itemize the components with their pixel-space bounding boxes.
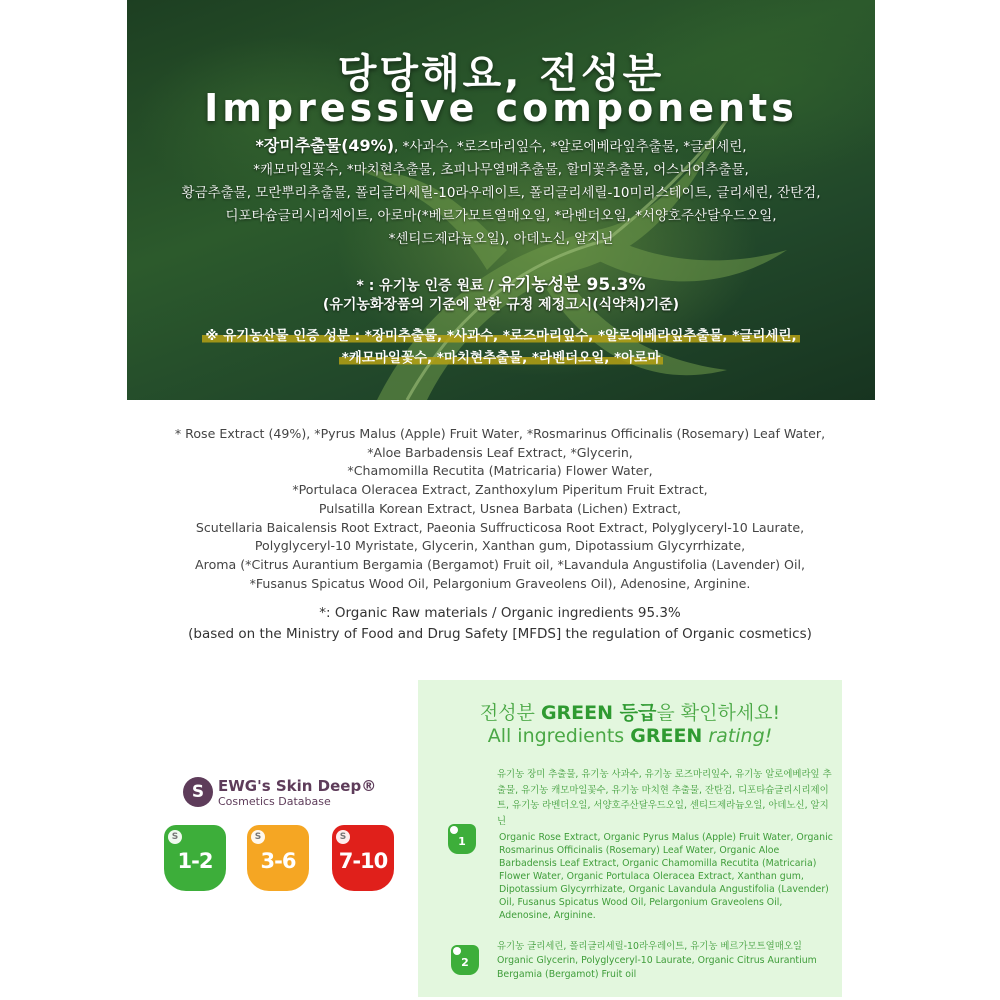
hero-ingredient-line: 황금추출물, 모란뿌리추출물, 폴리글리세릴-10라우레이트, 폴리글리세릴-10미리스테이트, 글리세린, 잔탄검, [181,185,821,201]
ewg-mini-logo-icon: S [251,830,265,844]
english-ingredient-line: *Portulaca Oleracea Extract, Zanthoxylum Piperitum Fruit Extract, [292,482,708,498]
ewg-badge-green [162,823,228,893]
group2-badge [450,944,480,976]
hero-organic-note [127,270,875,295]
english-ingredient-line: *Fusanus Spicatus Wood Oil, Pelargonium Graveolens Oil), Adenosine, Arginine. [249,575,751,591]
ewg-mini-logo-icon: S [336,830,350,844]
hero-cert-line: ※ 유기농산물 인증 성분 : *장미추출물, *사과수, *로즈마리잎수, *알로에베라잎추출물, *글리세린, [202,328,799,344]
hero-ingredient-list [167,134,835,251]
hero-ingredient-line: 디포타슘글리시리제이트, 아로마(*베르가모트열매오일, *라벤더오일, *서양호주산달우드오일, [225,208,777,224]
ewg-logo-letter: S [191,782,205,802]
hero-certified-ingredients [127,325,875,369]
group1-english-ingredients: Organic Rose Extract, Organic Pyrus Malus (Apple) Fruit Water, Organic Rosmarinus Officinalis (Rosemary) Leaf Water, Organic Aloe Barbadensis Leaf Extract, Organic Chamomilla Recutita (Matricaria) Flower Water, Organic Portulaca Oleracea Extract, Xanthan gum, Dipotassium Glycyrrhizate, Organic Lavandula Angustifolia (Lavender) Oil, Fusanus Spicatus Wood Oil, Pelargonium Graveolens Oil, Adenosine, Arginine. [499,832,833,921]
hero-ingredient-line: , *사과수, *로즈마리잎수, *알로에베라잎추출물, *글리세린, [394,139,747,155]
panel-title-ko-part: 전성분 [479,702,541,724]
english-ingredient-list [130,425,870,593]
badge-label: 3-6 [260,849,296,873]
english-ingredient-line: * Rose Extract (49%), *Pyrus Malus (Apple) Fruit Water, *Rosmarinus Officinalis (Rosemary) Leaf Water, [174,426,826,441]
ewg-badge-red [330,823,396,893]
panel-title-en-highlight: GREEN [630,725,703,747]
english-regulation-note: (based on the Ministry of Food and Drug Safety [MFDS] the regulation of Organic cosmetics) [188,626,812,642]
hero-regulation-note: (유기농화장품의 기준에 관한 규정 제정고시(식약처)기준) [322,297,680,313]
group2-korean-ingredients: 유기농 글리세린, 폴리글리세릴-10라우레이트, 유기농 베르가모트열매오일 [497,941,802,952]
hero-ingredient-line: *센티드제라늄오일), 아데노신, 알지닌 [388,231,614,247]
group1-korean-ingredients: 유기농 장미 추출물, 유기농 사과수, 유기농 로즈마리잎수, 유기농 알로에베라잎 추출물, 유기농 캐모마일꽃수, 유기농 마치현 추출물, 잔탄검, 디포타슘글리시리제이트, 유기농 라벤더오일, 서양호주산달우드오일, 센티드제라늄오일, 아데노신, 알지닌 [497,769,832,827]
badge-label: 7-10 [338,849,388,873]
ewg-badge-orange [245,823,311,893]
mini-logo-icon [453,947,461,955]
panel-title-en-part: rating! [702,725,773,747]
group2-english-ingredients: Organic Glycerin, Polyglyceryl-10 Laurate, Organic Citrus Aurantium Bergamia (Bergamot) Fruit oil [497,955,817,980]
ewg-logo-title: EWG's Skin Deep® [218,777,377,795]
english-ingredient-line: Polyglyceryl-10 Myristate, Glycerin, Xanthan gum, Dipotassium Glycyrrhizate, [254,538,746,554]
ewg-mini-logo-icon: S [168,830,182,844]
ewg-logo-subtitle: Cosmetics Database [218,795,331,808]
hero-ingredient-line: *캐모마일꽃수, *마치현추출물, 초피나무열매추출물, 할미꽃추출물, 어스니어추출물, [253,162,749,178]
badge-label: 1-2 [177,849,213,873]
english-ingredient-line: Scutellaria Baicalensis Root Extract, Paeonia Suffructicosa Root Extract, Polyglyceryl-10 Laurate, [195,519,805,535]
mini-logo-icon [450,826,458,834]
panel-title-english [418,725,842,747]
hero-banner [127,0,875,400]
english-ingredient-line: Pulsatilla Korean Extract, Usnea Barbata (Lichen) Extract, [318,500,682,516]
group1-badge-label: 1 [458,835,466,848]
panel-title-korean [418,698,842,725]
ewg-skin-deep-logo [183,773,423,813]
group2-badge-label: 2 [461,956,469,969]
hero-title-korean: 당당해요, 전성분 [337,51,665,97]
english-ingredient-line: Aroma (*Citrus Aurantium Bergamia (Bergamot) Fruit oil, *Lavandula Angustifolia (Lavender) Oil, [195,556,805,572]
panel-title-ko-part: 을 확인하세요! [656,702,781,724]
english-ingredient-line: *Chamomilla Recutita (Matricaria) Flower Water, [347,463,653,479]
english-organic-note: *: Organic Raw materials / Organic ingredients 95.3% [319,605,681,621]
english-ingredient-line: *Aloe Barbadensis Leaf Extract, *Glycerin, [367,444,633,460]
hero-organic-note-prefix: * : 유기농 인증 원료 / [356,278,499,294]
panel-title-en-part: All ingredients [487,725,631,747]
panel-title-ko-highlight: GREEN 등급 [540,702,657,724]
hero-organic-percentage: 유기농성분 95.3% [498,275,646,295]
hero-cert-line: *캐모마일꽃수, *마치현추출물, *라벤더오일, *아로마 [339,350,664,366]
hero-title-english: Impressive components [204,86,798,130]
hero-ingredient-lead: *장미추출물(49%) [255,136,395,155]
green-rating-panel [418,680,842,997]
group1-badge [447,823,477,855]
